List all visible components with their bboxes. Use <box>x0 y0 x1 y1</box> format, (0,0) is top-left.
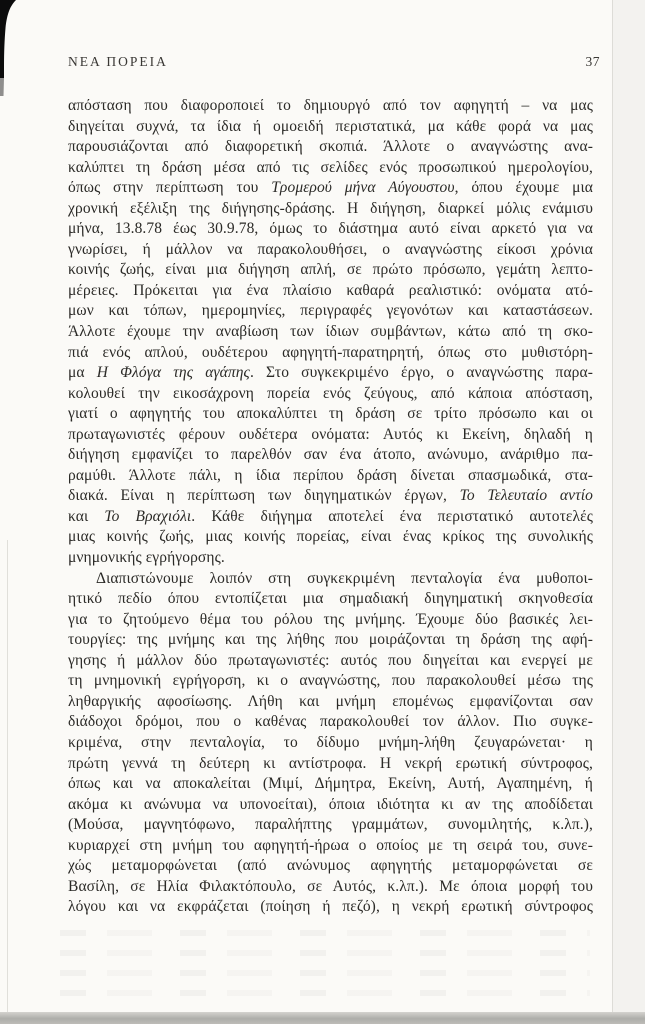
text-line <box>68 795 593 816</box>
verso-showthrough-row <box>60 970 590 976</box>
text-run: ληθαργικής αφοσίωσης. Λήθη και μνήμη επομένως εμφανίζονται σαν <box>68 692 593 710</box>
text-run: (Μούσα, μαγνητόφωνο, παραλήπτης γραμμάτων, συνομιλητής, κ.λπ.), <box>68 816 593 834</box>
text-run: απόσταση που διαφοροποιεί το δημιουργό από τον αφηγητή – να μας <box>68 97 593 114</box>
text-run: παρουσιάζονται από διαφορετική σκοπιά. Άλλοτε ο αναγνώστης ανα- <box>68 138 593 156</box>
text-line <box>68 569 593 590</box>
text-run: πρωταγωνιστές φέρουν ουδέτερα ονόματα: Αυτός κι Εκείνη, δηλαδή η <box>68 425 593 443</box>
text-line <box>68 774 593 795</box>
text-line <box>68 733 593 754</box>
text-run: κριμένα, στην πενταλογία, το δίδυμο μνήμη-λήθη ζευγαρώνεται· η <box>68 733 593 751</box>
journal-title: ΝΕΑ ΠΟΡΕΙΑ <box>68 54 168 69</box>
text-line <box>68 445 593 466</box>
text-run: Άλλοτε έχουμε την αναβίωση των ίδιων συμβάντων, κάτω από τη σκο- <box>68 323 593 341</box>
text-run: διακά. Είναι η περίπτωση των διηγηματικών έργων, <box>68 487 460 505</box>
text-run: λόγου και να εκφράζεται (ποίηση ή πεζό), η νεκρή ερωτική σύντροφος <box>68 898 593 916</box>
text-line <box>68 137 593 158</box>
text-line <box>68 548 593 569</box>
text-line <box>68 486 593 507</box>
scan-bottom-edge <box>0 1012 645 1024</box>
text-run: ητικό πεδίο όπου εντοπίζεται μια σημαδιακή διηγηματική σκηνοθεσία <box>68 590 593 608</box>
text-line <box>68 240 593 261</box>
text-line <box>68 425 593 446</box>
text-run: μιας κοινής ζωής, μιας κοινής πορείας, είναι ένας κρίκος της συνολικής <box>68 528 593 546</box>
text-run: τη μνημονική εγρήγορση, κι ο αναγνώστης, που παρακολουθεί μέσω της <box>68 672 593 690</box>
text-line <box>68 158 593 179</box>
text-line <box>68 836 593 857</box>
text-run: Διαπιστώνουμε λοιπόν στη συγκεκριμένη πενταλογία ένα μυθοποι- <box>96 569 593 587</box>
text-run: κυριαρχεί στη μνήμη του αφηγητή-ήρωα ο οποίος με τη σειρά του, συνε- <box>68 836 593 854</box>
text-run: Βασίλη, σε Ηλία Φιλακτόπουλο, σε Αυτός, κ.λπ.). Με όποια μορφή του <box>68 877 593 895</box>
text-line <box>68 754 593 775</box>
verso-showthrough-row <box>60 950 590 956</box>
text-run: . Κάθε διήγημα αποτελεί ένα περιστατικό αυτοτελές <box>191 507 593 525</box>
text-run: διάδοχοι δρόμοι, που ο καθένας παρακολουθεί τον άλλον. Πιο συγκε- <box>68 713 593 731</box>
text-run: μήνα, 13.8.78 έως 30.9.78, όμως το διάστημα αυτό είναι αρκετό για να <box>68 220 593 238</box>
text-run: πρώτη γεννά τη δεύτερη κι αντίστροφα. Η νεκρή ερωτική σύντροφος, <box>68 754 593 772</box>
text-line <box>68 199 593 220</box>
text-line <box>68 384 593 405</box>
verso-showthrough-row <box>60 930 590 936</box>
text-run: κοινής ζωής, είναι μια διήγηση απλή, σε πρώτο πρόσωπο, γεμάτη λεπτο- <box>68 261 593 279</box>
text-line <box>68 856 593 877</box>
text-line <box>68 363 593 384</box>
page-number: 37 <box>585 54 600 69</box>
text-line <box>68 260 593 281</box>
text-run: όπως και να αποκαλείται (Μιμί, Δήμητρα, Εκείνη, Αυτή, Αγαπημένη, ή <box>68 775 593 793</box>
text-run: και <box>68 507 105 525</box>
text-line <box>68 815 593 836</box>
text-line <box>68 117 593 138</box>
text-run: ραμύθι. Άλλοτε πάλι, η ίδια περίπου δράση δίνεται σπασμωδικά, στα- <box>68 466 593 484</box>
text-run: διηγείται συχνά, τα ίδια ή ομοειδή περιστατικά, μα κάθε φορά να μας <box>68 117 593 135</box>
text-run: γνωρίσει, ή μάλλον να παρακολουθήσει, ο αναγνώστης είκοσι χρόνια <box>68 240 593 258</box>
text-line <box>68 281 593 302</box>
verso-showthrough <box>60 930 590 1008</box>
text-line <box>68 692 593 713</box>
text-line <box>68 178 593 199</box>
text-run: καλύπτει τη δράση μέσα από τις σελίδες ενός προσωπικού ημερολογίου, <box>68 158 593 176</box>
work-title-italic: Η Φλόγα της αγάπης <box>96 364 250 382</box>
text-run: . Στο συγκεκριμένο έργο, ο αναγνώστης παρα- <box>249 364 593 382</box>
scan-right-edge <box>612 0 645 1024</box>
verso-showthrough-row <box>60 990 590 996</box>
text-run: γιατί ο αφηγητής του αποκαλύπτει τη δράση σε τρίτο πρόσωπο και οι <box>68 405 593 423</box>
running-head <box>68 54 600 70</box>
text-run: διήγηση εμφανίζει το παρελθόν σαν ένα άτοπο, ανώνυμο, ανάριθμο πα- <box>68 446 593 464</box>
text-line <box>68 301 593 322</box>
text-run: μα <box>68 364 97 382</box>
text-run: , όπου έχουμε μια <box>454 179 594 197</box>
scan-left-edge-line <box>7 540 8 1012</box>
text-run: όπως στην περίπτωση του <box>68 179 272 197</box>
text-line <box>68 466 593 487</box>
text-line <box>68 651 593 672</box>
text-line <box>68 877 593 898</box>
text-line <box>68 671 593 692</box>
text-line <box>68 897 593 918</box>
text-line <box>68 219 593 240</box>
text-run: μνημονικής εγρήγορσης. <box>68 549 225 567</box>
work-title-italic: Το Βραχιόλι <box>104 507 192 525</box>
text-run: γησης ή μάλλον δύο πρωταγωνιστές: αυτός που διηγείται και ενεργεί με <box>68 651 593 669</box>
scan-corner-shadow <box>0 0 22 110</box>
text-line <box>68 712 593 733</box>
text-line <box>68 404 593 425</box>
text-run: χώς μεταμορφώνεται (από ανώνυμος αφηγητής μεταμορφώνεται σε <box>68 857 593 875</box>
work-title-italic: Το Τελευταίο αντίο <box>459 487 593 505</box>
text-run: ακόμα κι ανώνυμα να υπονοείται), όποια ιδιότητα κι αν της αποδίδεται <box>68 795 593 813</box>
text-line <box>68 527 593 548</box>
text-line <box>68 507 593 528</box>
text-line <box>68 630 593 651</box>
text-line <box>68 343 593 364</box>
text-run: πιά ενός απλού, ουδέτερου αφηγητή-παρατηρητή, όπως στο μυθιστόρη- <box>68 343 593 361</box>
article-text-block <box>68 96 593 918</box>
text-run: τουργίες: της μνήμης και της λήθης που μοιράζονται τη δράση της αφή- <box>68 631 593 649</box>
text-line <box>68 96 593 117</box>
text-line <box>68 322 593 343</box>
text-run: χρονική εξέλιξη της διήγησης-δράσης. Η διήγηση, διαρκεί μόλις ενάμισυ <box>68 199 593 217</box>
text-run: κολουθεί την εικοσάχρονη πορεία ενός ζεύγους, από κάποια απόσταση, <box>68 384 593 402</box>
text-run: για το ζητούμενο θέμα του ρόλου της μνήμης. Έχουμε δύο βασικές λει- <box>68 610 593 628</box>
text-line <box>68 589 593 610</box>
text-run: μων και τόπων, ημερομηνίες, περιγραφές γεγονότων και καταστάσεων. <box>68 302 593 320</box>
text-line <box>68 610 593 631</box>
work-title-italic: Τρομερού μήνα Αύγουστου <box>271 179 455 197</box>
text-run: μέρειες. Πρόκειται για ένα πλαίσιο καθαρά ρεαλιστικό: ονόματα ατό- <box>68 281 593 299</box>
